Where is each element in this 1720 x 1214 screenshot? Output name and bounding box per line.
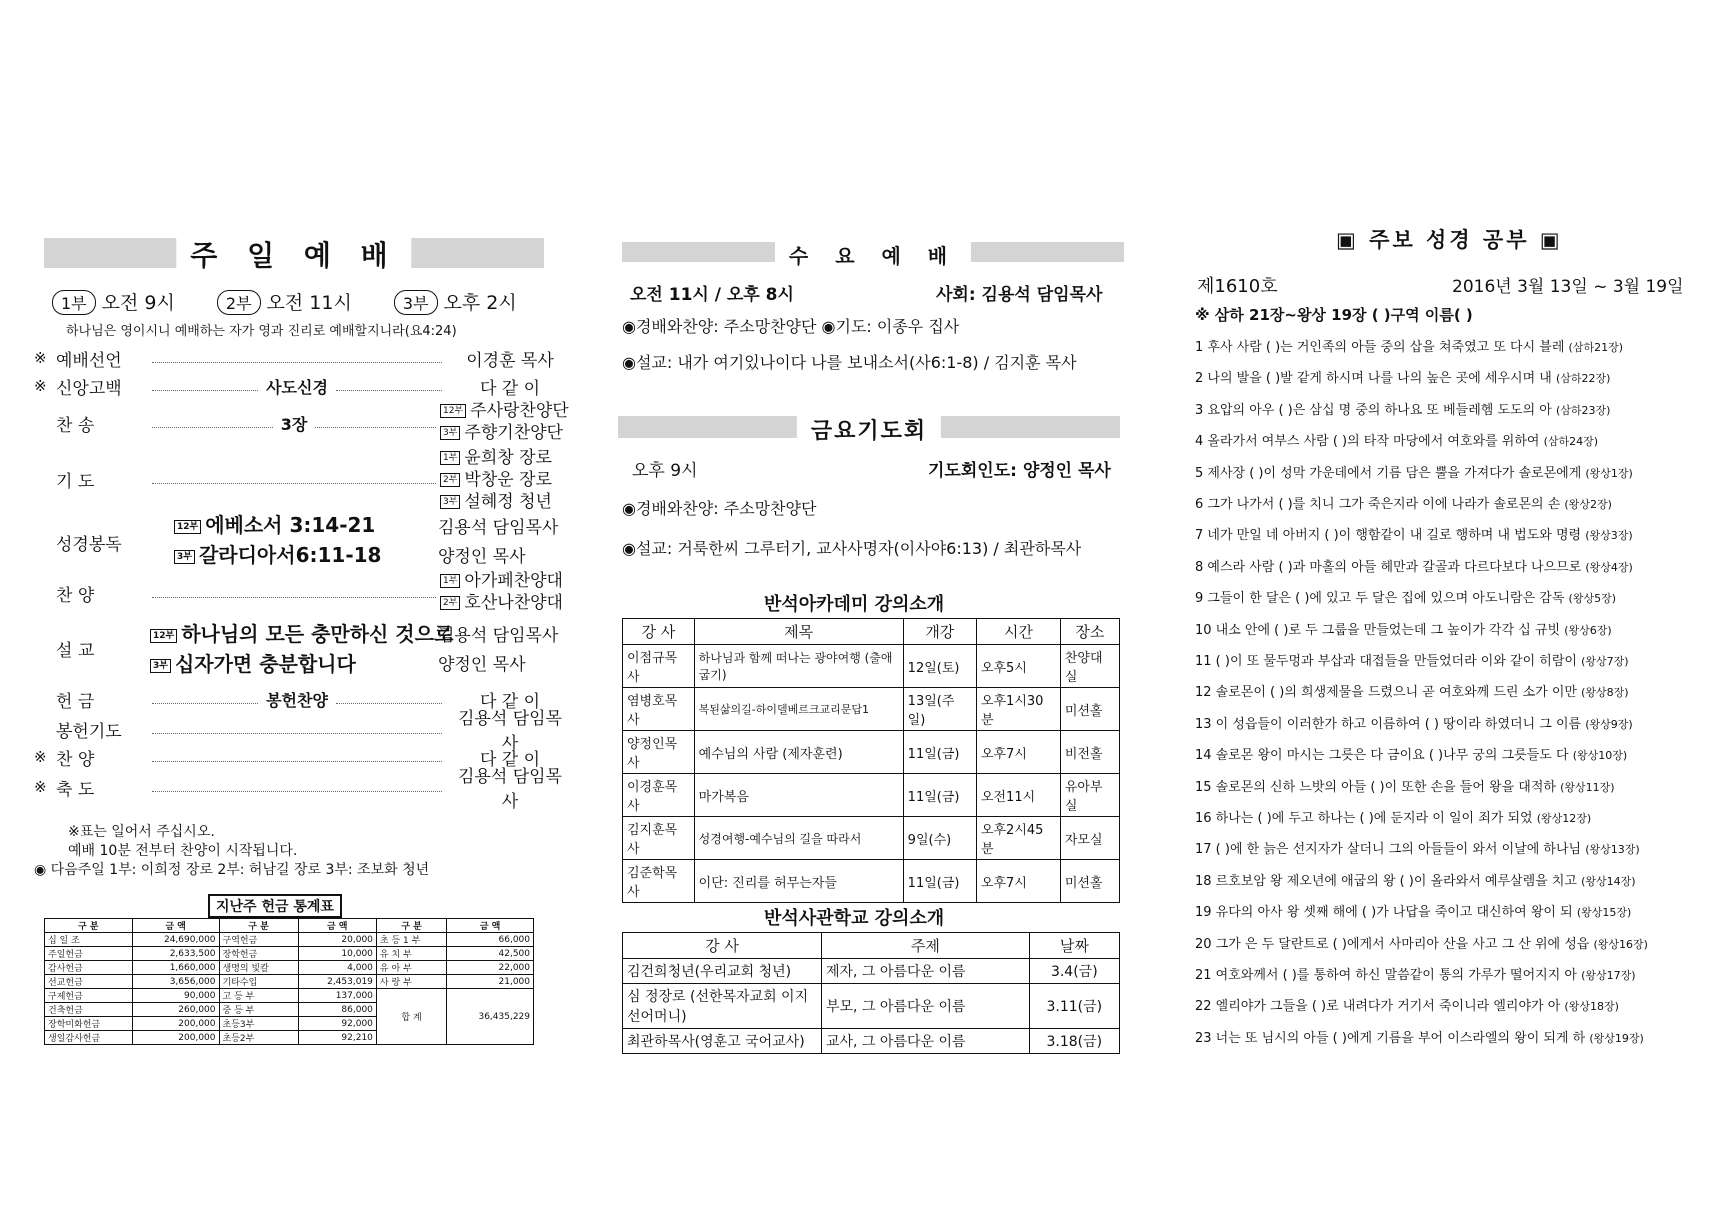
question-item [1195,462,1705,481]
question-ref: (왕상8장) [1581,686,1629,700]
cell: 구제헌금 [45,989,133,1003]
cell: 200,000 [132,1017,219,1031]
question-text: 18 르호보암 왕 제오년에 애굽의 왕 ( )이 올라와서 예루살렘을 치고 [1195,873,1577,889]
table-row [623,774,1120,817]
part-badge: 12부 [174,520,201,534]
cell: 오후5시 [976,645,1060,688]
question-ref: (삼하22장) [1555,372,1611,386]
cell: 주일헌금 [45,947,133,961]
cell: 김지훈목사 [623,817,695,860]
total-label: 합 계 [376,989,446,1045]
col-header: 구 분 [45,919,133,933]
study-range: ※ 삼하 21장~왕상 19장 ( )구역 이름( ) [1195,306,1473,324]
offering-table [44,918,534,1045]
cell: 4,000 [298,961,376,975]
col-header: 주제 [822,933,1030,959]
cell: 기타수입 [219,975,298,989]
scripture-text: 갈라디아서6:11-18 [198,543,382,567]
total-amount: 36,435,229 [447,989,534,1045]
cell: 십 일 조 [45,933,133,947]
question-item [1195,336,1705,355]
note: 예배 10분 전부터 찬양이 시작됩니다. [68,843,298,859]
sunday-title: 주 일 예 배 [176,234,411,274]
question-ref: (왕상4장) [1585,560,1633,574]
table-row [623,860,1120,903]
question-text: 3 요압의 아우 ( )은 삼십 명 중의 하나요 또 베들레헴 도도의 아 [1195,402,1552,418]
scripture-list [174,510,381,570]
cell: 11일(금) [903,774,976,817]
cell: 최관하목사(영훈고 국어교사) [623,1029,822,1054]
question-ref: (왕상9장) [1585,717,1633,731]
order-label: 기 도 [56,471,95,492]
col-header: 시간 [976,619,1060,645]
friday-line2: ◉설교: 거룩한씨 그루터기, 교사사명자(이사야6:13) / 최관하목사 [622,539,1082,558]
question-text: 22 엘리야가 그들을 ( )로 내려다가 거기서 죽이니라 엘리야가 아 [1195,999,1561,1015]
col-header: 날짜 [1029,933,1119,959]
academy-title: 반석아카데미 강의소개 [764,594,945,615]
question-ref: (삼하24장) [1543,435,1599,449]
cell: 선교헌금 [45,975,133,989]
cell: 2,633,500 [132,947,219,961]
cell: 90,000 [132,989,219,1003]
prayer-name: 설혜정 청년 [464,492,552,512]
question-ref: (삼하23장) [1555,403,1611,417]
cell: 3.11(금) [1029,984,1119,1029]
part-badge: 2부 [217,290,261,315]
cell: 감사헌금 [45,961,133,975]
stand-mark: ※ [34,748,47,766]
cell: 이점규목사 [623,645,695,688]
order-row [34,373,570,399]
part-badge: 12부 [440,404,466,418]
school-title: 반석사관학교 강의소개 [764,908,945,929]
question-text: 13 이 성읍들이 이러한가 하고 이름하여 ( ) 땅이라 하였더니 그 이름 [1195,716,1582,732]
order-label: 봉헌기도 [56,721,122,742]
cell: 2,453,019 [298,975,376,989]
question-ref: (왕상2장) [1564,498,1612,511]
order-label: 설 교 [56,641,95,661]
table-row [45,989,534,1003]
question-ref: (왕상3장) [1585,529,1633,543]
cell: 24,690,000 [132,933,219,947]
stand-mark: ※ [34,778,47,796]
cell: 20,000 [298,933,376,947]
question-text: 11 ( )이 또 물두멍과 부삽과 대접들을 만들었더라 이와 같이 히람이 [1195,654,1577,669]
part-badge: 3부 [174,550,195,564]
part-badge: 2부 [440,596,460,610]
cell: 오후7시 [976,860,1060,903]
question-ref: (왕상16장) [1593,937,1648,951]
hymn-choirs [440,400,569,444]
question-item [1195,776,1705,795]
question-item [1195,493,1705,512]
question-item [1195,744,1705,763]
question-item [1195,556,1705,575]
question-item [1195,964,1705,983]
table-row [623,959,1120,984]
order-label: 찬 양 [56,585,95,606]
cell: 고 등 부 [219,989,298,1003]
cell: 13일(주일) [903,688,976,731]
cell: 사 랑 부 [376,975,446,989]
question-ref: (왕상6장) [1564,623,1612,637]
cell: 마가복음 [694,774,903,817]
order-label: 성경봉독 [56,535,122,555]
cell: 3.4(금) [1029,959,1119,984]
offering-title: 지난주 헌금 통계표 [208,894,342,918]
table-header-row [623,619,1120,645]
cell: 건축헌금 [45,1003,133,1017]
question-text: 15 솔로몬의 신하 느밧의 아들 ( )이 또한 손을 들어 왕을 대적하 [1195,779,1556,795]
cell: 이단: 진리를 허무는자들 [694,860,903,903]
cell: 11일(금) [903,860,976,903]
question-item [1195,619,1705,638]
order-person: 다 같 이 [479,691,541,712]
cell: 비전홀 [1060,731,1119,774]
order-person: 김용석 담임목사 [458,709,562,754]
table-row [623,984,1120,1029]
question-item [1195,650,1705,669]
table-row [45,975,534,989]
question-item [1195,713,1705,732]
question-ref: (왕상14장) [1581,874,1636,888]
question-ref: (왕상10장) [1572,749,1628,763]
study-title: ▣ 주보 성경 공부 ▣ [1336,228,1563,252]
wednesday-host: 사회: 김용석 담임목사 [936,285,1103,305]
choir-name: 주사랑찬양단 [470,401,569,421]
question-text: 5 제사장 ( )이 성막 가운데에서 기름 담은 뿔을 가져다가 솔로몬에게 [1195,465,1582,481]
question-ref: (왕상19장) [1589,1031,1644,1045]
cell: 초 등 1 부 [376,933,446,947]
cell: 92,000 [298,1017,376,1031]
order-person: 다 같 이 [479,749,541,770]
cell: 137,000 [298,989,376,1003]
cell: 염병호목사 [623,688,695,731]
order-person: 이경훈 목사 [466,350,554,371]
cell: 김준학목사 [623,860,695,903]
question-ref: (왕상15장) [1576,906,1632,920]
question-text: 21 여호와께서 ( )를 통하여 하신 말씀같이 통의 가루가 떨어지지 아 [1195,968,1577,983]
note: ◉ 다음주일 1부: 이희정 장로 2부: 허남길 장로 3부: 조보화 청년 [34,862,430,878]
cell: 200,000 [132,1031,219,1045]
school-table [622,932,1120,1054]
part-badge: 2부 [440,473,460,487]
scripture-readers [438,514,558,572]
prayer-name: 박창운 장로 [464,470,552,490]
part-badge: 12부 [150,629,177,643]
cell: 42,500 [447,947,534,961]
question-ref: (왕상13장) [1585,843,1640,857]
cell: 교사, 그 아름다운 이름 [822,1029,1030,1054]
question-ref: (왕상1장) [1585,466,1633,480]
question-text: 2 나의 발을 ( )발 같게 하시며 나를 나의 높은 곳에 세우시며 내 [1195,371,1552,387]
cell: 오후7시 [976,731,1060,774]
question-text: 23 너는 또 님시의 아들 ( )에게 기름을 부어 이스라엘의 왕이 되게 하 [1195,1030,1586,1046]
cell: 이경훈목사 [623,774,695,817]
cell: 86,000 [298,1003,376,1017]
wednesday-line1: ◉경배와찬양: 주소망찬양단 ◉기도: 이종우 집사 [622,317,960,336]
friday-time: 오후 9시 [632,461,698,481]
part-badge: 1부 [52,290,96,315]
cell: 오후1시30분 [976,688,1060,731]
order-label: 헌 금 [56,691,95,712]
question-item [1195,681,1705,700]
part-badge: 3부 [440,495,460,509]
cell: 유 치 부 [376,947,446,961]
part-badge: 3부 [440,426,460,440]
reader-name: 양정인 목사 [438,547,526,567]
question-text: 4 올라가서 여부스 사람 ( )의 타작 마당에서 여호와를 위하여 [1195,434,1540,450]
question-item [1195,995,1705,1014]
col-header: 구 분 [219,919,298,933]
prayer-list [440,447,552,513]
cell: 복된삶의길-하이델베르크교리문답1 [694,688,903,731]
order-row [34,345,570,371]
table-row [45,947,534,961]
table-row [45,933,534,947]
question-ref: (왕상17장) [1581,969,1636,982]
praise-list [440,570,563,614]
cell: 초등2부 [219,1031,298,1045]
friday-line1: ◉경배와찬양: 주소망찬양단 [622,499,817,518]
cell: 찬양대실 [1060,645,1119,688]
order-label: 예배선언 [56,350,122,371]
table-row [45,961,534,975]
cell: 오후2시45분 [976,817,1060,860]
question-text: 14 솔로몬 왕이 마시는 그릇은 다 금이요 ( )나무 궁의 그릇들도 다 [1195,748,1569,764]
choir-name: 주향기찬양단 [464,423,563,443]
cell: 예수님의 사람 (제자훈련) [694,731,903,774]
col-header: 강 사 [623,619,695,645]
question-item [1195,399,1705,418]
table-header-row [623,933,1120,959]
order-row [34,709,570,754]
cell: 부모, 그 아름다운 이름 [822,984,1030,1029]
choir-name: 호산나찬양대 [464,593,563,613]
cell: 오전11시 [976,774,1060,817]
table-row [623,731,1120,774]
part-badge: 1부 [440,451,460,465]
reader-name: 김용석 담임목사 [438,518,559,538]
question-item [1195,430,1705,449]
service-time: 오후 2시 [443,292,517,314]
sermon-title: 하나님의 모든 충만하신 것으로 [181,622,454,646]
order-content: 사도신경 [266,377,328,397]
question-text: 10 내소 안에 ( )로 두 그룹을 만들었는데 그 높이가 각각 십 규빗 [1195,622,1561,638]
order-row [34,580,444,606]
question-text: 6 그가 나가서 ( )를 치니 그가 죽은지라 이에 나라가 솔로몬의 손 [1195,497,1561,512]
cell: 제자, 그 아름다운 이름 [822,959,1030,984]
sermon-list [150,619,453,679]
question-ref: (왕상7장) [1581,655,1629,668]
cell: 92,210 [298,1031,376,1045]
choir-name: 아가페찬양대 [464,571,563,591]
wednesday-title: 수 요 예 배 [775,240,971,269]
issue-number: 제1610호 [1197,276,1278,297]
question-text: 17 ( )에 한 늙은 선지자가 살더니 그의 아들들이 와서 이날에 하나님 [1195,842,1582,858]
order-content: 3장 [280,414,308,434]
service-time: 오전 11시 [266,292,352,314]
cell: 김건희청년(우리교회 청년) [623,959,822,984]
cell: 9일(수) [903,817,976,860]
cell: 생명의 빛칼 [219,961,298,975]
cell: 미션홀 [1060,688,1119,731]
verse: 하나님은 영이시니 예배하는 자가 영과 진리로 예배할지니라(요4:24) [66,324,457,339]
scripture-text: 에베소서 3:14-21 [205,513,376,537]
preacher-name: 김용석 담임목사 [438,626,559,646]
cell: 미션홀 [1060,860,1119,903]
question-text: 12 솔로몬이 ( )의 희생제물을 드렸으니 곧 여호와께 드린 소가 이만 [1195,685,1577,701]
wednesday-time: 오전 11시 / 오후 8시 [630,285,794,305]
cell: 장학헌금 [219,947,298,961]
stand-mark: ※ [34,349,47,367]
order-label: 찬 송 [56,415,95,436]
preacher-name: 양정인 목사 [438,655,526,675]
table-row [623,1029,1120,1054]
friday-leader: 기도회인도: 양정인 목사 [928,461,1111,481]
question-item [1195,870,1705,889]
col-header: 금 액 [447,919,534,933]
academy-table [622,618,1120,903]
question-item [1195,901,1705,920]
cell: 양정인목사 [623,731,695,774]
table-row [623,688,1120,731]
part-badge: 1부 [440,574,460,588]
question-item [1195,587,1705,606]
cell: 11일(금) [903,731,976,774]
part-badge: 3부 [394,290,438,315]
question-text: 7 네가 만일 네 아버지 ( )이 행함같이 내 길로 행하며 내 법도와 명령 [1195,528,1582,544]
col-header: 금 액 [298,919,376,933]
col-header: 구 분 [376,919,446,933]
service-time: 오전 9시 [101,292,175,314]
service-times [52,288,517,315]
col-header: 금 액 [132,919,219,933]
col-header: 강 사 [623,933,822,959]
part-badge: 3부 [150,659,171,673]
stand-mark: ※ [34,377,47,395]
friday-header [618,416,1120,444]
wednesday-header [622,242,1124,268]
cell: 21,000 [447,975,534,989]
question-item [1195,838,1705,857]
cell: 장학미화헌금 [45,1017,133,1031]
question-text: 20 그가 은 두 달란트로 ( )에게서 사마리아 산을 사고 그 산 위에 성읍 [1195,936,1590,952]
sermon-title: 십자가면 충분합니다 [174,652,356,676]
question-ref: (왕상18장) [1564,1000,1619,1014]
table-row [623,817,1120,860]
question-ref: (왕상11장) [1560,780,1615,794]
note: ※표는 일어서 주십시오. [68,824,215,840]
sermon-preachers [438,622,558,680]
question-item [1195,807,1705,826]
question-item [1195,933,1705,952]
notes [34,823,429,880]
question-ref: (왕상5장) [1568,592,1617,606]
order-row [34,767,570,812]
order-row [34,466,444,492]
question-text: 9 그들이 한 달은 ( )에 있고 두 달은 집에 있으며 아도니람은 감독 [1195,591,1565,607]
cell: 생일감사헌금 [45,1031,133,1045]
question-text: 1 후사 사람 ( )는 거인족의 아들 중의 삽을 쳐죽였고 또 다시 블레 [1195,340,1565,355]
cell: 12일(토) [903,645,976,688]
cell: 성경여행-예수님의 길을 따라서 [694,817,903,860]
cell: 260,000 [132,1003,219,1017]
cell: 66,000 [447,933,534,947]
order-content: 봉헌찬양 [266,690,328,710]
prayer-name: 윤희창 장로 [464,448,552,468]
cell: 3.18(금) [1029,1029,1119,1054]
order-row [34,410,444,436]
col-header: 개강 [903,619,976,645]
table-row [623,645,1120,688]
cell: 1,660,000 [132,961,219,975]
cell: 유아부실 [1060,774,1119,817]
question-ref: (왕상12장) [1536,812,1592,825]
cell: 초등3부 [219,1017,298,1031]
question-text: 19 유다의 아사 왕 셋째 해에 ( )가 나답을 죽이고 대신하여 왕이 되 [1195,905,1573,921]
study-dates: 2016년 3월 13일 ~ 3월 19일 [1452,277,1684,297]
question-ref: (삼하21장) [1568,341,1624,354]
question-text: 8 예스라 사람 ( )과 마홀의 아들 헤만과 갈골과 다르다보다 나으므로 [1195,559,1582,575]
question-item [1195,524,1705,543]
question-item [1195,1027,1705,1046]
cell: 구역헌금 [219,933,298,947]
order-label: 찬 양 [56,749,95,770]
table-header-row [45,919,534,933]
order-person: 다 같 이 [479,378,541,399]
cell: 10,000 [298,947,376,961]
sunday-header [44,238,544,272]
cell: 자모실 [1060,817,1119,860]
col-header: 장소 [1060,619,1119,645]
cell: 22,000 [447,961,534,975]
question-item [1195,367,1705,386]
cell: 중 등 부 [219,1003,298,1017]
cell: 3,656,000 [132,975,219,989]
order-label: 신앙고백 [56,378,122,399]
col-header: 제목 [694,619,903,645]
cell: 하나님과 함께 떠나는 광야여행 (출애굽기) [694,645,903,688]
friday-title: 금요기도회 [797,414,941,445]
order-person: 김용석 담임목사 [458,767,562,812]
wednesday-line2: ◉설교: 내가 여기있나이다 나를 보내소서(사6:1-8) / 김지훈 목사 [622,353,1077,372]
cell: 유 아 부 [376,961,446,975]
order-label: 축 도 [56,779,95,800]
question-text: 16 하나는 ( )에 두고 하나는 ( )에 둔지라 이 일이 죄가 되었 [1195,811,1533,826]
cell: 심 정장로 (선한목자교회 이지선어머니) [623,984,822,1029]
